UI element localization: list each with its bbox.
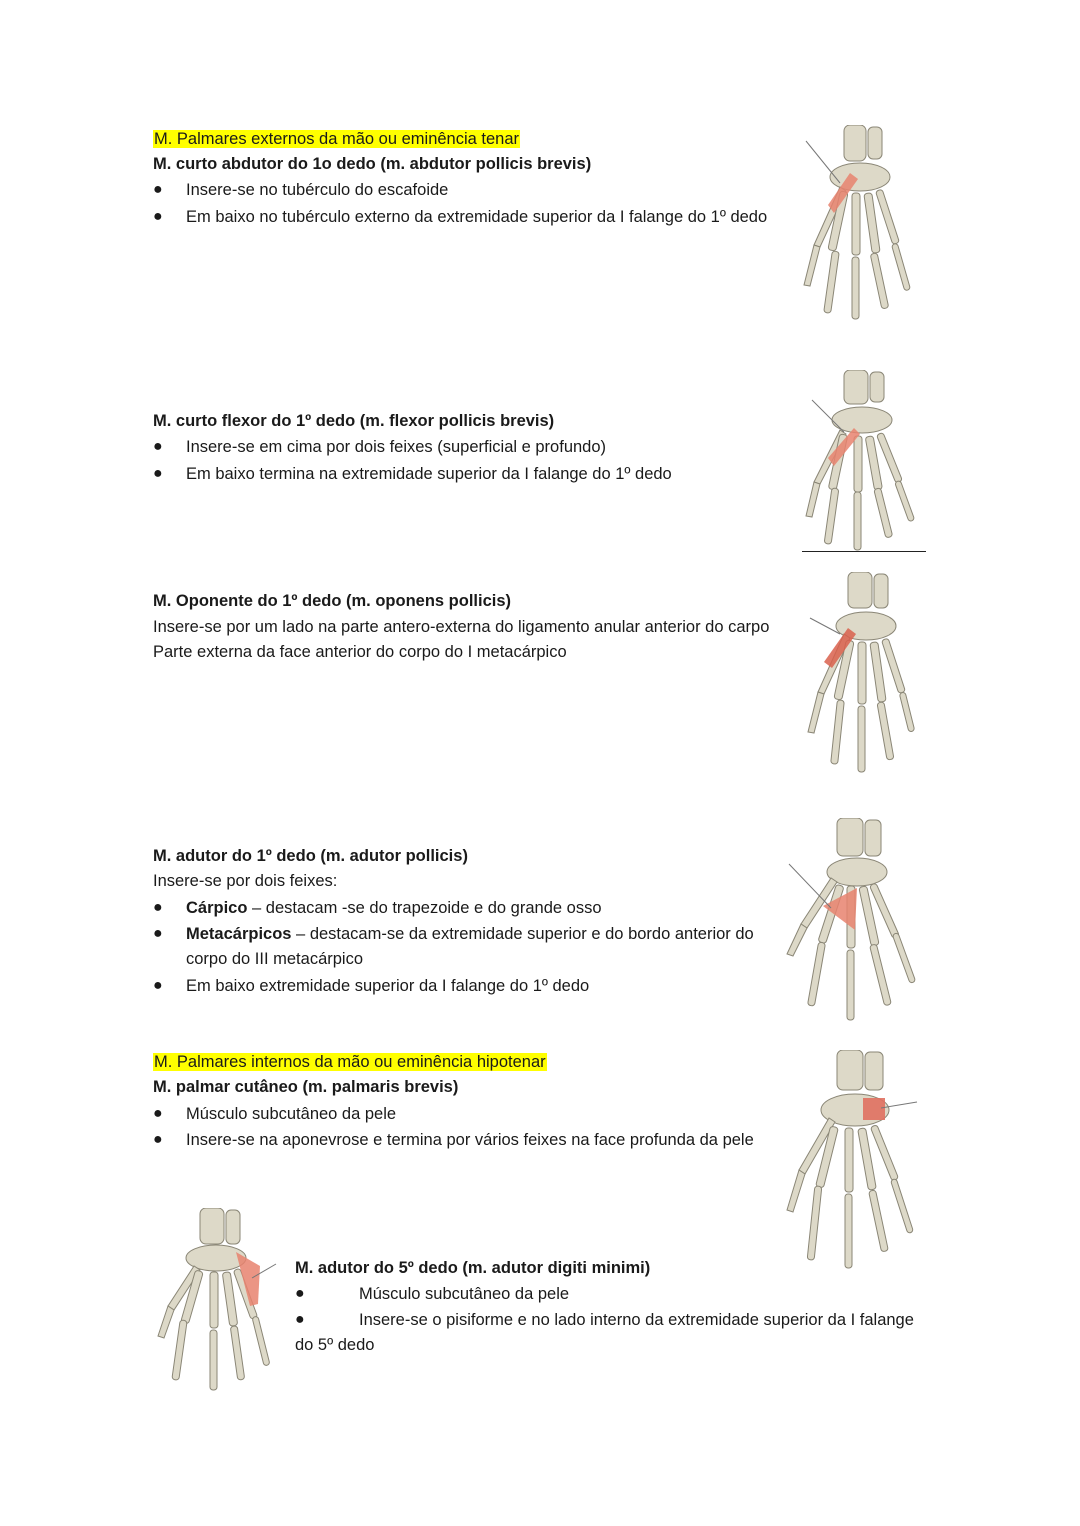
muscle-title: M. palmar cutâneo (m. palmaris brevis) bbox=[153, 1078, 459, 1096]
pointer-line-icon bbox=[789, 864, 831, 908]
hand-skeleton-opponens-pollicis-figure bbox=[802, 572, 926, 778]
muscle-title: M. adutor do 5º dedo (m. adutor digiti minimi) bbox=[295, 1259, 651, 1277]
highlighted-heading: M. Palmares externos da mão ou eminência tenar bbox=[154, 130, 520, 148]
hand-bones-icon bbox=[804, 125, 910, 319]
bullet-text: Músculo subcutâneo da pele bbox=[186, 1105, 397, 1123]
bullet-icon: ● bbox=[153, 977, 163, 994]
bullet-text: Em baixo termina na extremidade superior da I falange do 1º dedo bbox=[186, 465, 672, 483]
bullet-text bbox=[186, 895, 602, 921]
muscle-title: M. curto abdutor do 1o dedo (m. abdutor pollicis brevis) bbox=[153, 155, 592, 173]
bullet-icon: ● bbox=[295, 1285, 305, 1302]
bullet-continuation: corpo do III metacárpico bbox=[186, 950, 364, 968]
bullet-text bbox=[186, 921, 754, 947]
bullet-text: Insere-se na aponevrose e termina por vários feixes na face profunda da pele bbox=[186, 1131, 754, 1149]
bullet-icon: ● bbox=[153, 899, 163, 916]
hand-skeleton-abductor-pollicis-brevis-figure bbox=[800, 125, 925, 323]
bullet-icon: ● bbox=[153, 925, 163, 942]
term-description: – destacam-se da extremidade superior e do bordo anterior do bbox=[291, 925, 754, 943]
hand-bones-icon bbox=[787, 1050, 914, 1268]
bullet-text: Insere-se em cima por dois feixes (superficial e profundo) bbox=[186, 438, 607, 456]
hand-bones-icon bbox=[806, 370, 915, 550]
hand-skeleton-adductor-pollicis-figure bbox=[785, 818, 927, 1023]
bold-term: Metacárpicos bbox=[186, 925, 292, 943]
hand-skeleton-flexor-pollicis-brevis-figure bbox=[802, 370, 926, 552]
section-heading-hypothenar bbox=[153, 1049, 547, 1075]
body-line: Insere-se por um lado na parte antero-externa do ligamento anular anterior do carpo bbox=[153, 618, 770, 636]
highlighted-heading: M. Palmares internos da mão ou eminência hipotenar bbox=[154, 1053, 546, 1071]
bullet-icon: ● bbox=[153, 181, 163, 198]
muscle-title: M. curto flexor do 1º dedo (m. flexor pollicis brevis) bbox=[153, 412, 555, 430]
body-line: Insere-se por dois feixes: bbox=[153, 872, 338, 890]
bullet-icon: ● bbox=[295, 1311, 305, 1328]
bullet-icon: ● bbox=[153, 208, 163, 225]
hand-skeleton-abductor-digiti-minimi-figure bbox=[154, 1208, 284, 1392]
bullet-icon: ● bbox=[153, 1105, 163, 1122]
section-heading-thenar bbox=[153, 126, 520, 152]
term-description: – destacam -se do trapezoide e do grande osso bbox=[247, 899, 602, 917]
bullet-text: Insere-se no tubérculo do escafoide bbox=[186, 181, 449, 199]
figure-baseline-divider bbox=[802, 551, 926, 552]
bullet-text: Músculo subcutâneo da pele bbox=[359, 1285, 570, 1303]
bullet-icon: ● bbox=[153, 465, 163, 482]
bullet-continuation: do 5º dedo bbox=[295, 1336, 375, 1354]
muscle-title: M. Oponente do 1º dedo (m. oponens pollicis) bbox=[153, 592, 512, 610]
body-line: Parte externa da face anterior do corpo do I metacárpico bbox=[153, 643, 567, 661]
hand-skeleton-palmaris-brevis-figure bbox=[785, 1050, 925, 1272]
bullet-text: Insere-se o pisiforme e no lado interno da extremidade superior da I falange bbox=[359, 1311, 914, 1329]
muscle-highlight-icon bbox=[863, 1098, 885, 1120]
bullet-icon: ● bbox=[153, 438, 163, 455]
hand-bones-icon bbox=[808, 572, 915, 772]
bullet-text: Em baixo no tubérculo externo da extremidade superior da I falange do 1º dedo bbox=[186, 208, 768, 226]
pointer-line-icon bbox=[806, 141, 840, 183]
bullet-icon: ● bbox=[153, 1131, 163, 1148]
bullet-text: Em baixo extremidade superior da I falange do 1º dedo bbox=[186, 977, 590, 995]
bold-term: Cárpico bbox=[186, 899, 248, 917]
muscle-title: M. adutor do 1º dedo (m. adutor pollicis) bbox=[153, 847, 468, 865]
